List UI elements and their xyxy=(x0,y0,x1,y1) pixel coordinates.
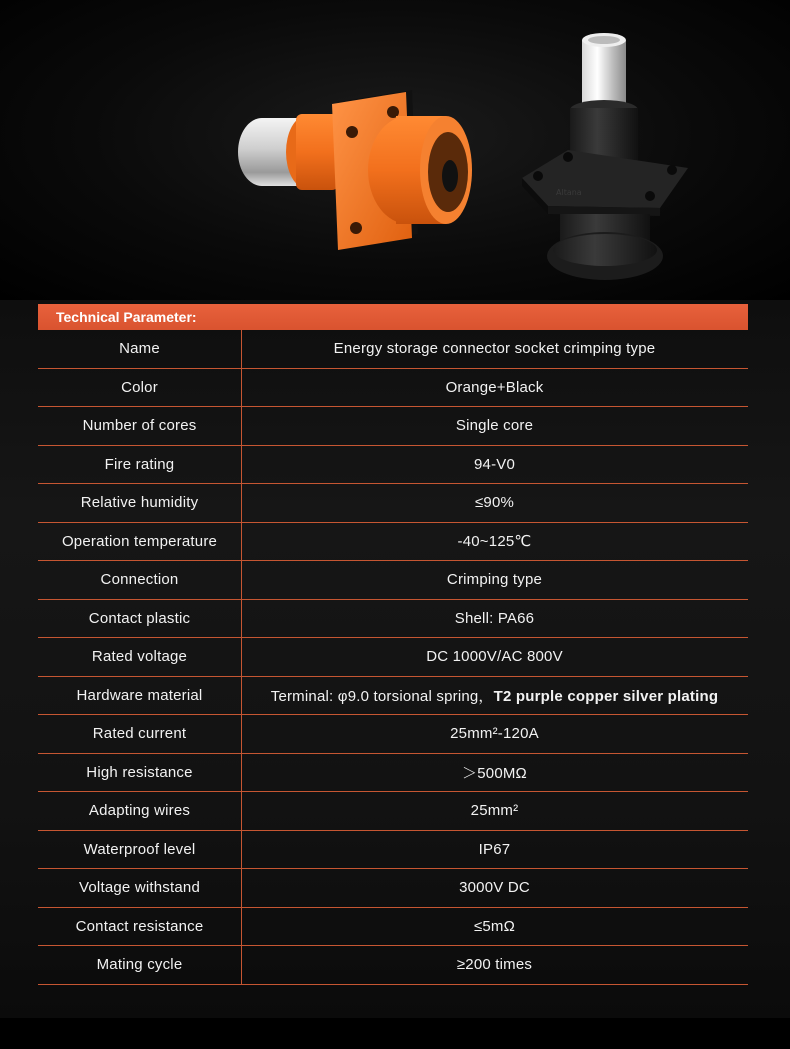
spec-row xyxy=(38,831,748,870)
product-images xyxy=(0,0,790,300)
spec-label: Operation temperature xyxy=(61,532,218,550)
spec-value xyxy=(241,340,748,357)
spec-value xyxy=(241,879,748,896)
column-divider xyxy=(241,330,242,368)
spec-value xyxy=(241,802,748,819)
spec-value xyxy=(241,725,748,742)
column-divider xyxy=(241,946,242,984)
spec-label: Fire rating xyxy=(104,455,175,473)
spec-value-text: IP67 xyxy=(478,840,511,858)
spec-value-text: ≥200 times xyxy=(456,956,533,974)
column-divider xyxy=(241,446,242,484)
footer-strip xyxy=(0,1018,790,1049)
spec-label: Voltage withstand xyxy=(79,879,200,897)
product-hero xyxy=(0,0,790,300)
column-divider xyxy=(241,792,242,830)
spec-value-text: DC 1000V/AC 800V xyxy=(426,648,563,666)
column-divider xyxy=(241,677,242,715)
spec-value xyxy=(241,532,748,550)
technical-parameter-header: Technical Parameter: xyxy=(38,304,748,330)
spec-label: Color xyxy=(121,378,158,396)
spec-row xyxy=(38,908,748,947)
spec-value xyxy=(241,918,748,935)
spec-label: Hardware material xyxy=(76,686,203,704)
spec-row xyxy=(38,407,748,446)
spec-row xyxy=(38,869,748,908)
column-divider xyxy=(241,715,242,753)
spec-label: Connection xyxy=(100,571,179,589)
spec-value xyxy=(241,841,748,858)
column-divider xyxy=(241,908,242,946)
spec-row xyxy=(38,754,748,793)
column-divider xyxy=(241,869,242,907)
spec-value-text: ≤5mΩ xyxy=(473,917,516,935)
spec-label: Relative humidity xyxy=(80,494,199,512)
spec-label: Adapting wires xyxy=(88,802,191,820)
spec-row xyxy=(38,715,748,754)
spec-label: Rated current xyxy=(92,725,187,743)
spec-label: Mating cycle xyxy=(96,956,183,974)
column-divider xyxy=(241,561,242,599)
spec-value-text: Single core xyxy=(455,417,534,435)
spec-value-text: Energy storage connector socket crimping type xyxy=(333,340,656,358)
column-divider xyxy=(241,523,242,561)
spec-value-text: 3000V DC xyxy=(459,879,530,897)
orange-connector-image xyxy=(238,90,472,250)
spec-label: Rated voltage xyxy=(91,648,188,666)
spec-value xyxy=(241,417,748,434)
black-connector-image xyxy=(522,33,688,280)
spec-row xyxy=(38,600,748,639)
column-divider xyxy=(241,600,242,638)
spec-value xyxy=(241,762,748,783)
spec-label: High resistance xyxy=(86,763,193,781)
engraving-text: Altana xyxy=(556,188,582,197)
spec-row xyxy=(38,369,748,408)
spec-value-text: -40~125℃ xyxy=(457,533,532,551)
spec-row xyxy=(38,561,748,600)
spec-value-text: Orange+Black xyxy=(445,378,544,396)
spec-value xyxy=(241,379,748,396)
spec-row xyxy=(38,677,748,716)
spec-label: Name xyxy=(119,340,160,358)
spec-row xyxy=(38,484,748,523)
column-divider xyxy=(241,831,242,869)
spec-label: Number of cores xyxy=(82,417,197,435)
spec-value-text: ＞500MΩ xyxy=(462,764,527,782)
spec-row xyxy=(38,946,748,985)
column-divider xyxy=(241,754,242,792)
column-divider xyxy=(241,369,242,407)
spec-value xyxy=(241,956,748,973)
spec-value-text: 25mm²-120A xyxy=(450,725,539,743)
spec-value xyxy=(241,685,748,706)
spec-table xyxy=(38,330,748,985)
column-divider xyxy=(241,407,242,445)
spec-value-text: Crimping type xyxy=(446,571,543,589)
spec-label: Contact plastic xyxy=(88,609,191,627)
spec-value-text: Terminal: φ9.0 torsional spring， xyxy=(270,687,494,705)
spec-label: Waterproof level xyxy=(83,840,196,858)
spec-value-text: Shell: PA66 xyxy=(454,609,535,627)
column-divider xyxy=(241,638,242,676)
spec-row xyxy=(38,792,748,831)
spec-value-bold-text: T2 purple copper silver plating xyxy=(493,687,719,705)
spec-row xyxy=(38,638,748,677)
spec-row xyxy=(38,446,748,485)
spec-value xyxy=(241,571,748,588)
spec-row xyxy=(38,330,748,369)
spec-value xyxy=(241,648,748,665)
spec-value-text: ≤90% xyxy=(474,494,515,512)
spec-label: Contact resistance xyxy=(75,917,204,935)
spec-row xyxy=(38,523,748,562)
spec-value xyxy=(241,456,748,473)
spec-value-text: 94-V0 xyxy=(473,455,516,473)
spec-value xyxy=(241,610,748,627)
spec-value-text: 25mm² xyxy=(470,802,519,820)
column-divider xyxy=(241,484,242,522)
spec-value xyxy=(241,494,748,511)
